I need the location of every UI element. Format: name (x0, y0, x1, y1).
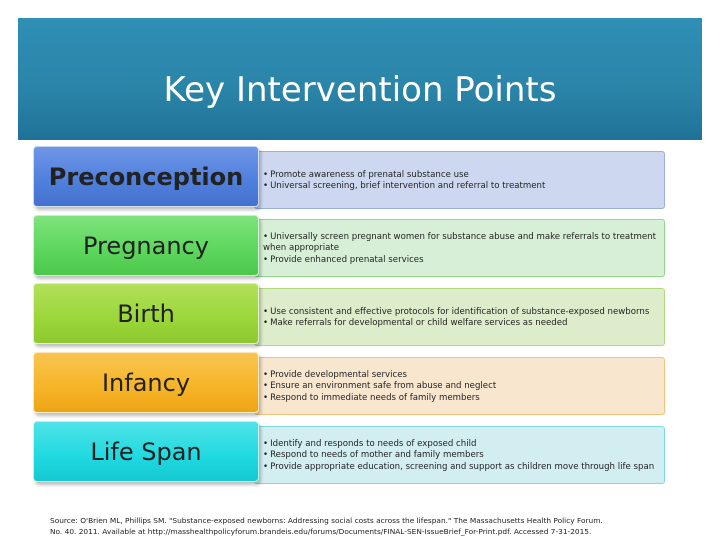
page-title: Key Intervention Points (163, 70, 557, 110)
tab-life-span[interactable]: Life Span (33, 421, 259, 482)
pregnancy-details (254, 219, 665, 277)
tab-birth[interactable]: Birth (33, 283, 259, 344)
source-line: Source: O'Brien ML, Phillips SM. "Substance-exposed newborns: Addressing social costs across the lifespan." The Massachusetts Health Policy Forum. (50, 516, 603, 525)
bullet: • Universal screening, brief intervention and referral to treatment (263, 181, 656, 192)
bullet: • Universally screen pregnant women for substance abuse and make referrals to treatment when appropriate (263, 232, 656, 254)
infancy-details (254, 357, 665, 415)
bullet: • Identify and responds to needs of exposed child (263, 439, 656, 450)
birth-details (254, 288, 665, 346)
bullet: • Ensure an environment safe from abuse and neglect (263, 381, 656, 392)
source-citation (50, 516, 690, 537)
bullet: • Promote awareness of prenatal substance use (263, 170, 656, 181)
tab-infancy[interactable]: Infancy (33, 352, 259, 413)
bullet: • Make referrals for developmental or child welfare services as needed (263, 318, 656, 329)
title-banner (18, 18, 702, 140)
source-line: No. 40. 2011. Available at http://masshealthpolicyforum.brandeis.edu/forums/Documents/FINAL-SEN-IssueBrief_For-Print.pdf. Accessed 7-31-2015. (50, 526, 592, 536)
bullet: • Provide enhanced prenatal services (263, 255, 656, 266)
bullet: • Provide appropriate education, screening and support as children move through life span (263, 462, 656, 473)
bullet: • Respond to immediate needs of family members (263, 393, 656, 404)
tab-preconception[interactable]: Preconception (33, 146, 259, 207)
preconception-details (254, 151, 665, 209)
bullet: • Provide developmental services (263, 370, 656, 381)
tab-pregnancy[interactable]: Pregnancy (33, 215, 259, 276)
lifespan-details (254, 426, 665, 484)
bullet: • Use consistent and effective protocols for identification of substance-exposed newborns (263, 307, 656, 318)
bullet: • Respond to needs of mother and family members (263, 450, 656, 461)
